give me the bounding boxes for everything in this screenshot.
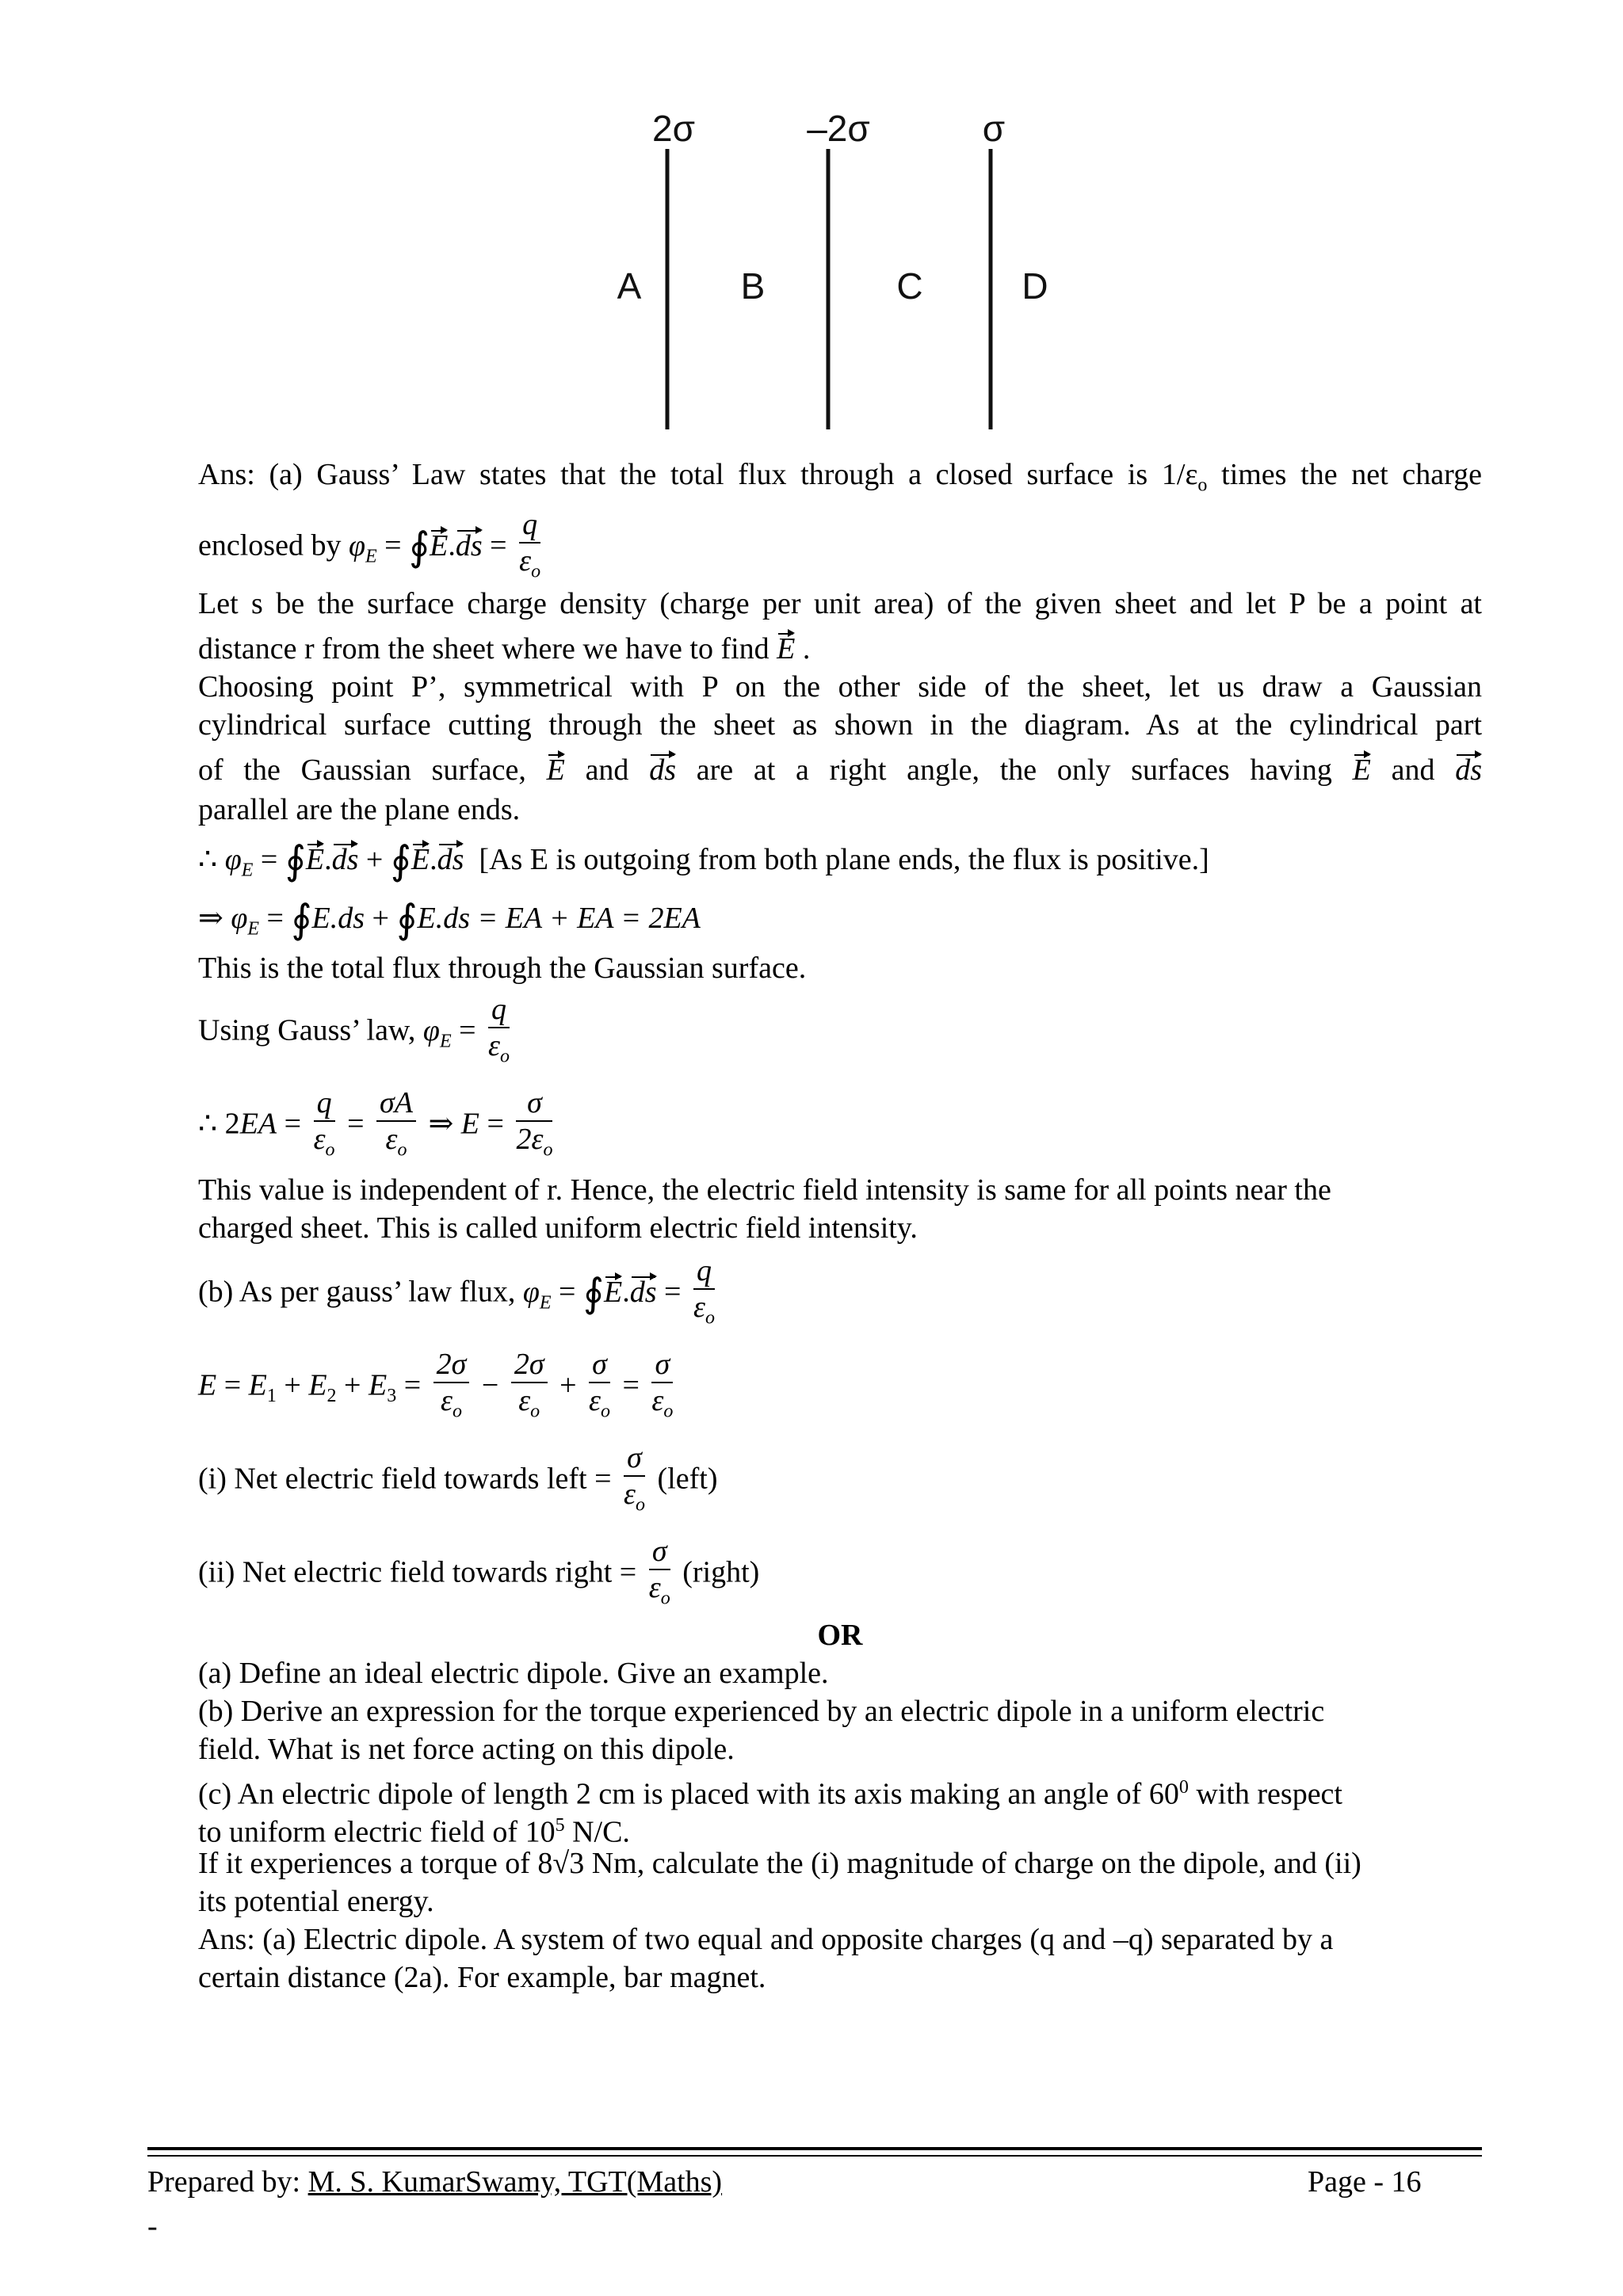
text-line: Choosing point P’, symmetrical with P on the other side of the sheet, let us draw a Gaussian xyxy=(198,670,1482,704)
text-line: Let s be the surface charge density (charge per unit area) of the given sheet and let P be a point at xyxy=(198,587,1482,620)
flux-equation-1: ∴ $\varphi_E$ = ∮E.ds + ∮E.ds [As E is outgoing from both plane ends, the flux is positive.] xyxy=(198,838,1209,883)
answer-line-1: Ans: (a) Electric dipole. A system of two equal and opposite charges (q and –q) separated by a xyxy=(198,1923,1334,1956)
region-label-a: A xyxy=(617,265,642,307)
footer-author: M. S. KumarSwamy, TGT(Maths) xyxy=(307,2165,723,2199)
question-c-line-1: (c) An electric dipole of length 2 cm is placed with its axis making an angle of $60^0$ with respect xyxy=(198,1777,1342,1811)
region-label-c: C xyxy=(896,265,923,307)
gauss-law-restated: Using Gauss’ law, $\varphi_E$ = $\frac{q}{\varepsilon_o}$ xyxy=(198,993,510,1067)
gauss-law-equation: enclosed by $\varphi_E$ = ∮E.ds = $\frac{q}{\varepsilon_o}$ xyxy=(198,508,541,582)
footer-divider-thin xyxy=(147,2155,1482,2157)
net-field-right: (ii) Net electric field towards right = $\frac{\sigma}{\varepsilon_o}$ (right) xyxy=(198,1535,760,1609)
charged-sheets-diagram xyxy=(0,0,1623,444)
question-b-line-1: (b) Derive an expression for the torque experienced by an electric dipole in a uniform electric xyxy=(198,1695,1325,1728)
region-label-d: D xyxy=(1022,265,1048,307)
question-a: (a) Define an ideal electric dipole. Give an example. xyxy=(198,1657,829,1690)
sheet-charge-label-3: σ xyxy=(982,108,1006,149)
text-line: charged sheet. This is called uniform electric field intensity. xyxy=(198,1211,918,1245)
answer-line-2: certain distance (2a). For example, bar magnet. xyxy=(198,1961,766,1994)
text-line: Ans: (a) Gauss’ Law states that the total flux through a closed surface is $1/\varepsilon_o$ times the net charge xyxy=(198,458,1482,496)
question-c-line-2: to uniform electric field of $10^5$ N/C. xyxy=(198,1815,630,1849)
field-derivation: ∴ 2EA = $\frac{q}{\varepsilon_o}$ = $\frac{\sigma A}{\varepsilon_o}$ ⇒ E = $\frac{\sigma}{2\varepsilon_o}$ xyxy=(198,1086,553,1161)
text-line: of the Gaussian surface, E and ds are at a right angle, the only surfaces having E and ds xyxy=(198,751,1482,789)
text-line: distance r from the sheet where we have to find E . xyxy=(198,630,810,668)
footer-divider-thick xyxy=(147,2147,1482,2150)
question-d-line-1: If it experiences a torque of 8√3 Nm, calculate the (i) magnitude of charge on the dipole, and (ii) xyxy=(198,1847,1361,1880)
net-field-left: (i) Net electric field towards left = $\frac{\sigma}{\varepsilon_o}$ (left) xyxy=(198,1441,718,1516)
footer-prepared-by: Prepared by: M. S. KumarSwamy, TGT(Maths) xyxy=(147,2165,723,2199)
question-b-line-2: field. What is net force acting on this dipole. xyxy=(198,1733,735,1766)
text-line: cylindrical surface cutting through the sheet as shown in the diagram. As at the cylindrical part xyxy=(198,708,1482,742)
field-sum-equation: $E = E_1 + E_2 + E_3$ = $\frac{2\sigma}{\varepsilon_o}$ − $\frac{2\sigma}{\varepsilon_o}$ + $\frac{\sigma}{\varepsilon_o}$ = $\frac{\sigma}{\varepsilon_o}$ xyxy=(198,1348,674,1422)
flux-equation-2: ⇒ $\varphi_E$ = ∮E.ds + ∮E.ds = EA + EA = 2EA xyxy=(198,897,701,941)
sheet-charge-label-1: 2σ xyxy=(652,108,695,149)
text-line: parallel are the plane ends. xyxy=(198,793,521,826)
or-separator: OR xyxy=(817,1619,863,1652)
footer-page-number: Page - 16 xyxy=(1308,2165,1422,2199)
gauss-law-part-b: (b) As per gauss’ law flux, $\varphi_E$ = ∮E.ds = $\frac{q}{\varepsilon_o}$ xyxy=(198,1254,715,1329)
text-line: This is the total flux through the Gaussian surface. xyxy=(198,952,807,985)
region-label-b: B xyxy=(740,265,766,307)
question-d-line-2: its potential energy. xyxy=(198,1885,434,1918)
text-line: This value is independent of r. Hence, the electric field intensity is same for all points near the xyxy=(198,1173,1331,1207)
sheet-charge-label-2: –2σ xyxy=(807,108,870,149)
footer-dash: - xyxy=(147,2210,158,2243)
